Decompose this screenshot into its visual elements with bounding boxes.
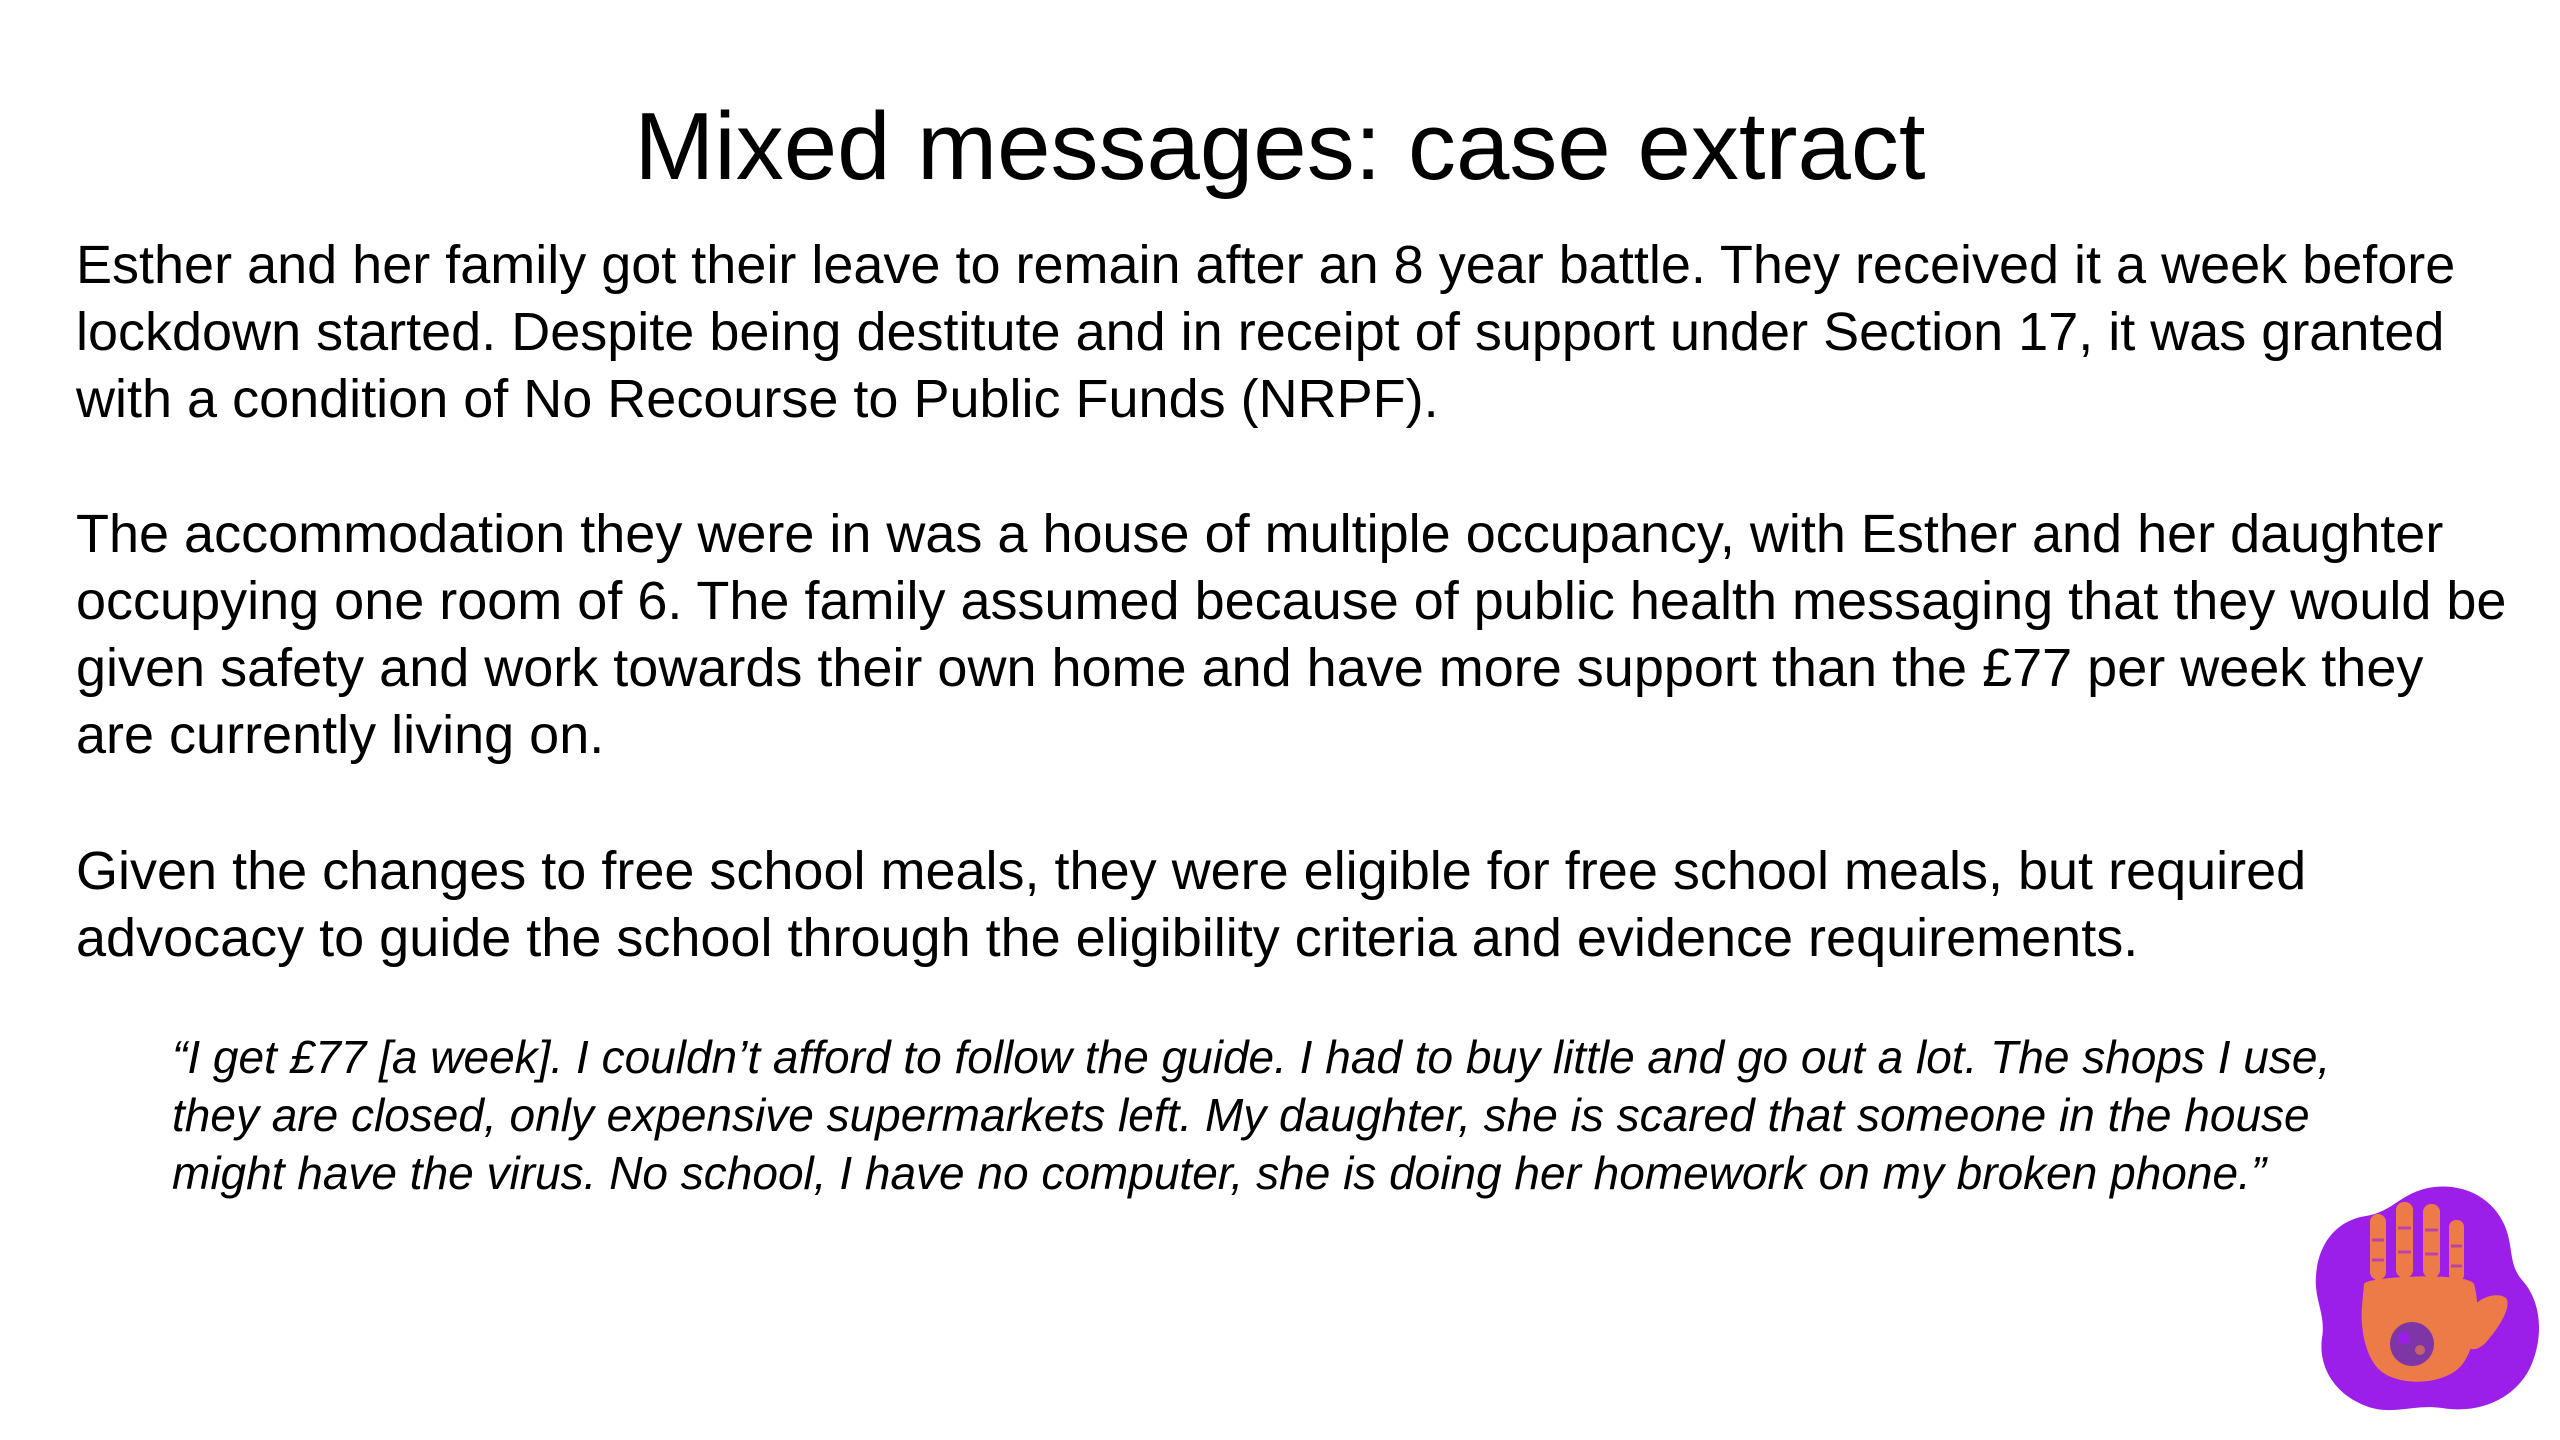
handprint-logo-svg — [2308, 1180, 2544, 1416]
case-quote: “I get £77 [a week]. I couldn’t afford to follow the guide. I had to buy little and go out a lot. The shops I use, they are closed, only expensive supermarkets left. My daughter, she is scared that someone in the house might have the virus. No school, I have no computer, she is doing her homework on my broken phone.” — [172, 1031, 2331, 1199]
paragraph-accommodation: The accommodation they were in was a house of multiple occupancy, with Esther and her daughter occupying one room of 6. The family assumed because of public health messaging that they would be given safety and work towards their own home and have more support than the £77 per week they are currently living on. — [76, 504, 2507, 765]
slide-title: Mixed messages: case extract — [634, 93, 1926, 200]
paragraph-leave-to-remain: Esther and her family got their leave to remain after an 8 year battle. They received it a week before lockdown started. Despite being destitute and in receipt of support under Section 17, it was granted with a condition of No Recourse to Public Funds (NRPF). — [76, 235, 2456, 429]
handprint-logo-icon — [2308, 1180, 2544, 1416]
logo-palm-detail — [2390, 1322, 2434, 1366]
paragraph-school-meals: Given the changes to free school meals, they were eligible for free school meals, but required advocacy to guide the school through the eligibility criteria and evidence requirements. — [76, 841, 2307, 968]
